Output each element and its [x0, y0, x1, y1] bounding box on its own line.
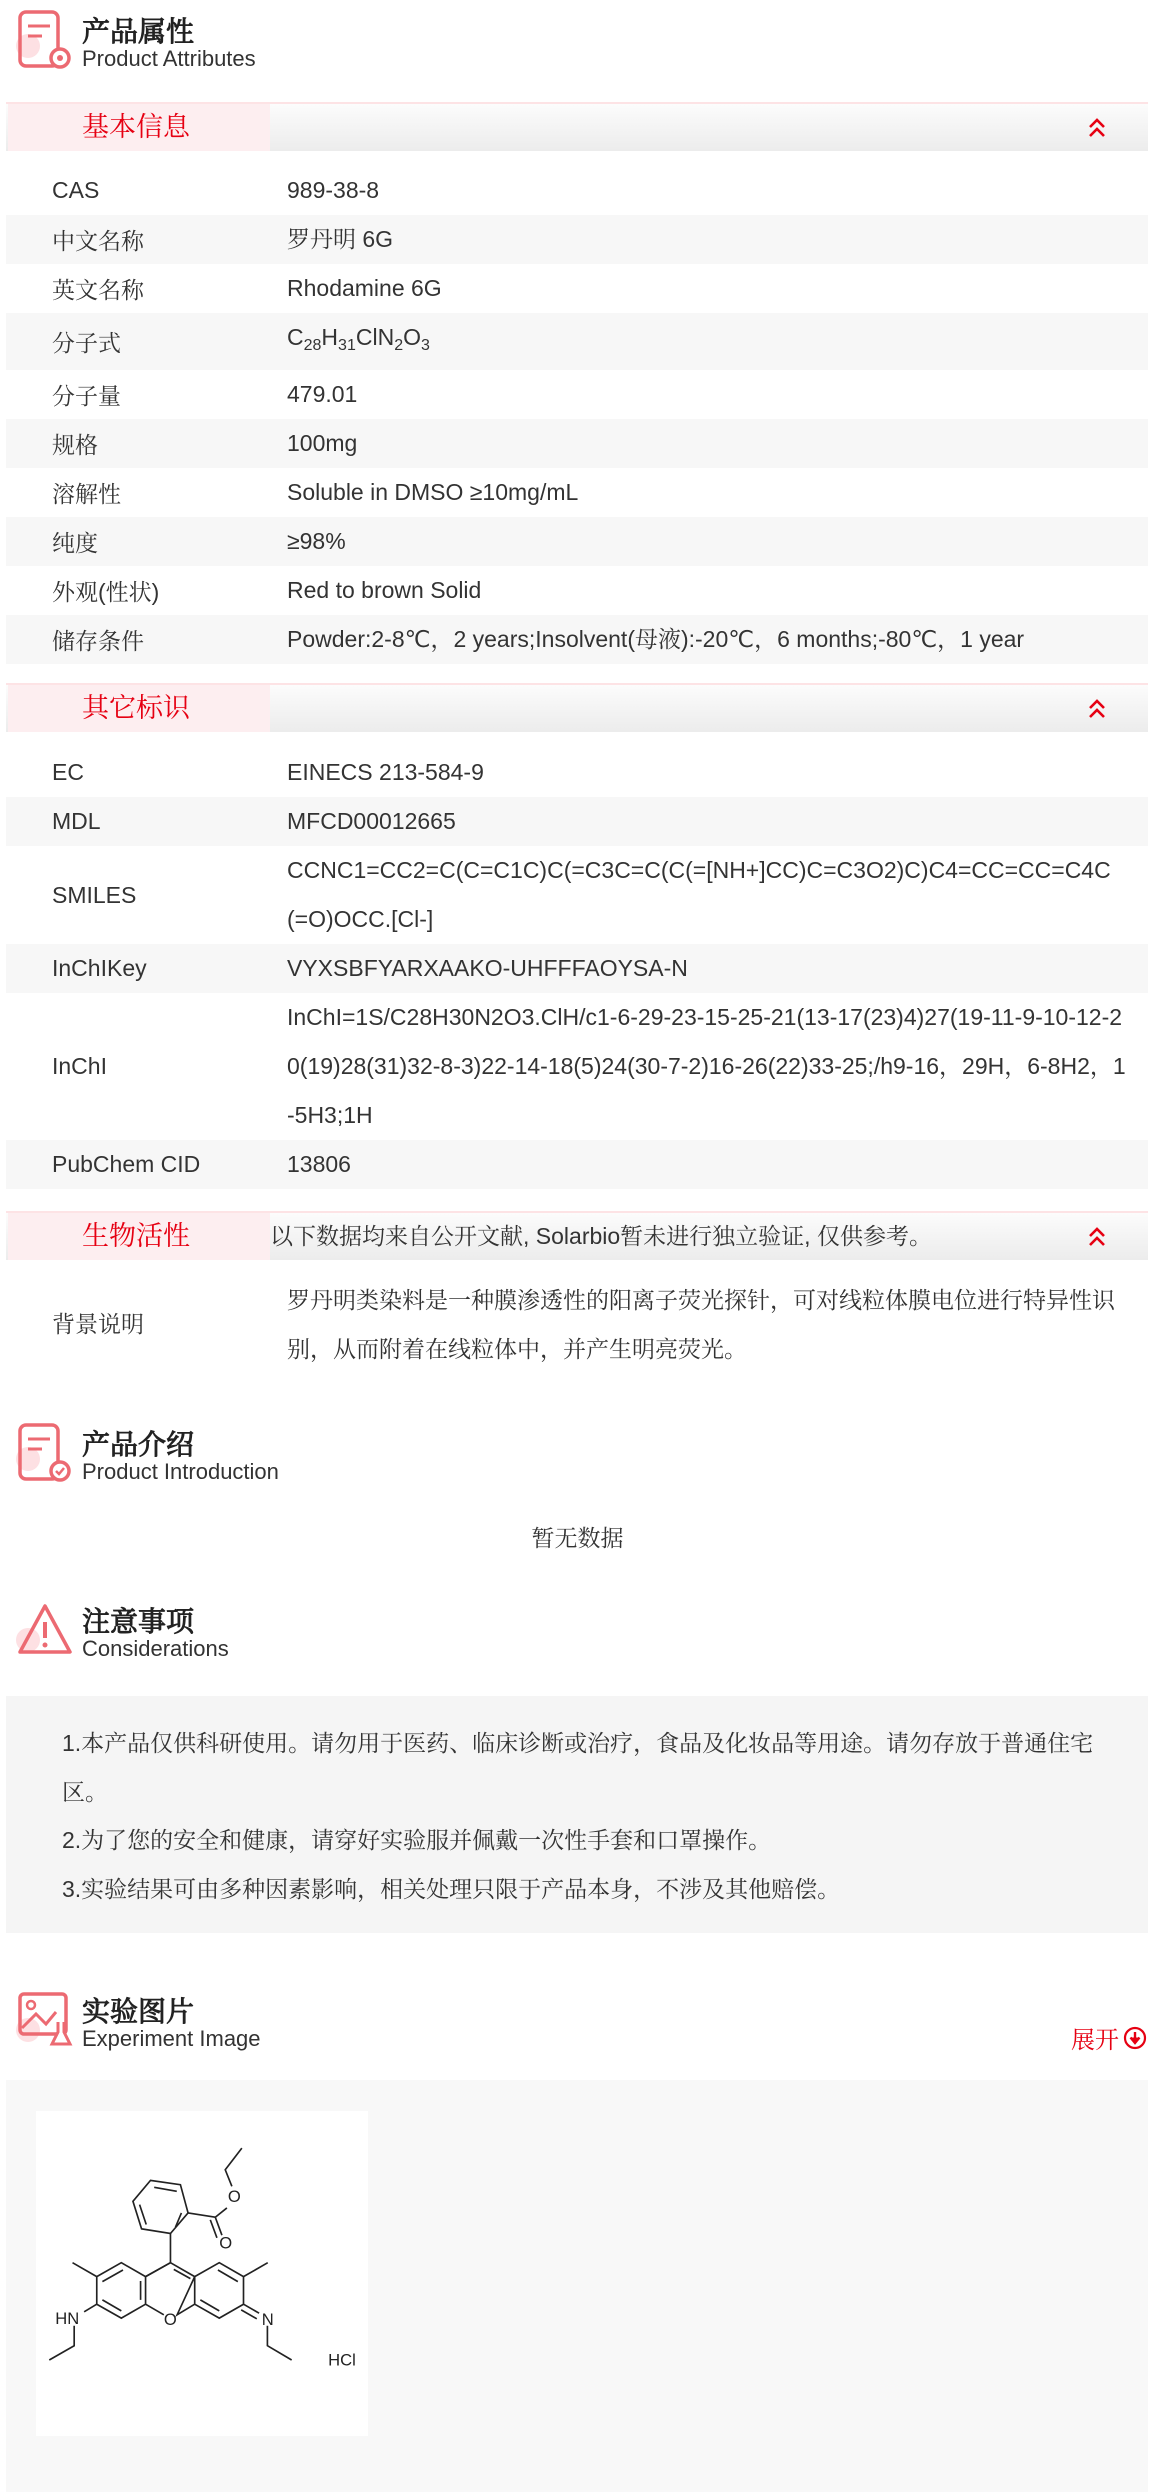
row-value: 989-38-8 — [287, 177, 380, 203]
row-label: 规格 — [52, 432, 98, 458]
row-label: 英文名称 — [52, 277, 144, 303]
consideration-item: 3.实验结果可由多种因素影响，相关处理只限于产品本身，不涉及其他赔偿。 — [62, 1875, 841, 1902]
experiment-image-panel — [6, 2080, 1148, 2492]
table-row — [6, 313, 1148, 370]
warning-icon — [14, 1596, 76, 1664]
table-row — [6, 517, 1148, 566]
row-value: EINECS 213-584-9 — [287, 759, 484, 785]
section-title: 产品属性 — [82, 16, 195, 47]
section-title: 注意事项 — [82, 1606, 195, 1637]
row-value: InChI=1S/C28H30N2O3.ClH/c1-6-29-23-15-25-21(13-17(23)4)27(19-11-9-10-12-20(19)28(31)32-8-3)22-14-18(5)24(30-7-2)16-26(22)33-25;/h9-16，29H，6-8H2，1-5H3;1H — [287, 1004, 1126, 1128]
ester-oxygen-label: O — [227, 2186, 241, 2206]
basic-info-label: 基本信息 — [8, 104, 270, 151]
intro-header — [0, 1413, 1155, 1493]
carbonyl-oxygen-label: O — [219, 2233, 233, 2253]
table-row — [6, 1140, 1148, 1189]
table-row — [6, 166, 1148, 215]
table-row — [6, 264, 1148, 313]
bio-key: 背景说明 — [52, 1311, 144, 1337]
table-row — [6, 215, 1148, 264]
table-row — [6, 468, 1148, 517]
row-value: Rhodamine 6G — [287, 275, 442, 301]
row-label: InChI — [52, 1053, 107, 1079]
table-row — [6, 748, 1148, 797]
section-subtitle: Product Introduction — [82, 1459, 279, 1484]
row-value: 13806 — [287, 1151, 351, 1177]
row-label: 储存条件 — [52, 628, 144, 654]
double-chevron-up-icon[interactable] — [1086, 1225, 1108, 1249]
row-value: 100mg — [287, 430, 358, 456]
row-value: Red to brown Solid — [287, 577, 482, 603]
attributes-header — [0, 0, 1155, 80]
row-label: 分子量 — [52, 383, 121, 409]
section-subtitle: Considerations — [82, 1636, 229, 1661]
arrow-down-circle-icon — [1123, 2026, 1147, 2050]
table-row — [6, 846, 1148, 944]
section-title: 实验图片 — [82, 1996, 195, 2027]
table-row — [6, 797, 1148, 846]
consideration-item: 1.本产品仅供科研使用。请勿用于医药、临床诊断或治疗，食品及化妆品等用途。请勿存放于普通住宅区。 — [62, 1730, 1094, 1805]
section-subtitle: Product Attributes — [82, 46, 256, 71]
row-label: SMILES — [52, 881, 137, 908]
hcl-label: HCl — [328, 2350, 356, 2370]
row-value: MFCD00012665 — [287, 808, 456, 834]
expand-button[interactable] — [1071, 2020, 1147, 2055]
structure-image[interactable] — [36, 2111, 368, 2436]
considerations-list — [6, 1696, 1148, 1933]
document-check-icon — [14, 1419, 76, 1487]
row-label: 中文名称 — [52, 228, 144, 254]
table-row — [6, 944, 1148, 993]
table-row — [6, 615, 1148, 664]
bio-value: 罗丹明类染料是一种膜渗透性的阳离子荧光探针，可对线粒体膜电位进行特异性识别，从而附着在线粒体中，并产生明亮荧光。 — [287, 1287, 1115, 1362]
chemical-structure — [36, 2111, 368, 2436]
bio-disclaimer: 以下数据均来自公开文献, Solarbio暂未进行独立验证, 仅供参考。 — [270, 1223, 932, 1249]
consideration-item: 2.为了您的安全和健康，请穿好实验服并佩戴一次性手套和口罩操作。 — [62, 1827, 772, 1853]
bio-activity-bar[interactable] — [6, 1211, 1148, 1260]
other-ids-bar[interactable] — [6, 683, 1148, 732]
bio-background-row — [6, 1276, 1148, 1373]
row-value: Powder:2-8℃，2 years;Insolvent(母液):-20℃，6 months;-80℃，1 year — [287, 626, 1025, 652]
row-value: 479.01 — [287, 381, 358, 407]
double-chevron-up-icon[interactable] — [1086, 116, 1108, 140]
section-subtitle: Experiment Image — [82, 2026, 261, 2051]
basic-info-table — [6, 166, 1148, 664]
empty-state: 暂无数据 — [531, 1525, 624, 1551]
table-row — [6, 993, 1148, 1140]
row-label: CAS — [52, 177, 100, 203]
document-gear-icon — [14, 6, 76, 74]
row-value: VYXSBFYARXAAKO-UHFFFAOYSA-N — [287, 955, 688, 981]
row-label: 溶解性 — [52, 481, 121, 507]
row-value: 罗丹明 6G — [287, 226, 394, 252]
experiment-header — [0, 1980, 1155, 2060]
row-label: InChIKey — [52, 955, 147, 981]
table-row — [6, 566, 1148, 615]
row-label: 外观(性状) — [52, 579, 160, 605]
oxygen-label: O — [163, 2309, 177, 2329]
row-label: 分子式 — [52, 330, 121, 356]
basic-info-bar[interactable] — [6, 102, 1148, 151]
row-label: MDL — [52, 808, 101, 834]
row-label: 纯度 — [52, 530, 98, 556]
bio-activity-label: 生物活性 — [8, 1213, 270, 1260]
other-ids-table — [6, 748, 1148, 1189]
other-ids-label: 其它标识 — [8, 685, 270, 732]
table-row — [6, 419, 1148, 468]
row-value: $C_{28}H_{31}ClN_2O_3$ — [287, 324, 430, 354]
row-label: PubChem CID — [52, 1151, 201, 1177]
nitrogen-label: N — [261, 2309, 274, 2329]
row-value: Soluble in DMSO ≥10mg/mL — [287, 479, 579, 505]
row-value: ≥98% — [287, 528, 346, 554]
double-chevron-up-icon[interactable] — [1086, 697, 1108, 721]
nh-label: HN — [55, 2309, 80, 2329]
image-flask-icon — [14, 1986, 76, 2054]
considerations-header — [0, 1590, 1155, 1670]
section-title: 产品介绍 — [82, 1429, 195, 1460]
table-row — [6, 370, 1148, 419]
expand-label: 展开 — [1071, 2027, 1119, 2054]
row-value: CCNC1=CC2=C(C=C1C)C(=C3C=C(C(=[NH+]CC)C=C3O2)C)C4=CC=CC=C4C(=O)OCC.[Cl-] — [287, 857, 1111, 932]
row-label: EC — [52, 759, 84, 785]
